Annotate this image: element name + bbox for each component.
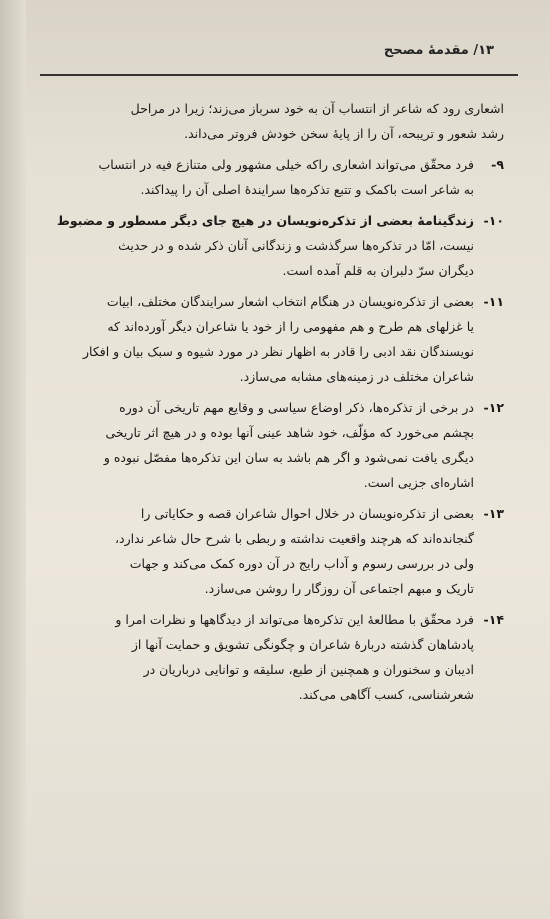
item-number: ۱۰- [483,213,504,228]
text-line: نیست، امّا در تذکره‌ها سرگذشت و زندگانی آنان ذکر شده و در حدیث [118,238,474,253]
item-number: ۱۳- [483,506,504,521]
list-item-14 [40,607,504,707]
text-line: فرد محقّق می‌تواند اشعاری راکه خیلی مشهور ولی متنازع فیه در انتساب [98,157,474,172]
page-body [40,96,504,713]
paragraph-continued [40,96,504,146]
list-item-11 [40,289,504,389]
text-line: فرد محقّق با مطالعهٔ این تذکره‌ها می‌تواند از دیدگاهها و نظرات امرا و [115,612,474,627]
item-number: ۱۲- [483,400,504,415]
text-line: گنجانده‌اند که هرچند واقعیت نداشته و ربطی با شرح حال شاعر ندارد، [115,531,474,546]
item-number: ۱۱- [483,294,504,309]
text-line: ولی در بررسی رسوم و آداب رایج در آن دوره کمک می‌کند و جهات [129,556,474,571]
list-item-12 [40,395,504,495]
running-head: ۱۳/ مقدمهٔ مصحح [383,43,494,58]
item-number: ۱۴- [483,612,504,627]
text-line: پادشاهان گذشته دربارهٔ شاعران و چگونگی تشویق و حمایت آنها از [131,637,474,652]
text-line: اشعاری رود که شاعر از انتساب آن به خود سرباز می‌زند؛ زیرا در مراحل [130,101,504,116]
text-line: به شاعر است باکمک و تتبع تذکره‌ها سرایندهٔ اصلی آن را پیداکند. [140,182,474,197]
text-line: دیگران سرّ دلبران به قلم آمده است. [282,263,474,278]
text-line: در برخی از تذکره‌ها، ذکر اوضاع سیاسی و وقایع مهم تاریخی آن دوره [119,400,474,415]
text-line: رشد شعور و تریبحه، آن را از پایهٔ سخن خودش فروتر می‌داند. [184,126,504,141]
text-line: یا غزلهای هم طرح و هم مفهومی را از خود یا شاعران دیگر آورده‌اند که [107,319,474,334]
list-item-10 [40,208,504,283]
text-line: ادیبان و سخنوران و همچنین از طبع، سلیقه و توانایی درباریان در [143,662,474,677]
list-item-13 [40,501,504,601]
text-line: زندگینامهٔ بعضی از تذکره‌نویسان در هیچ جای دیگر مسطور و مضبوط [56,213,474,228]
list-item-9 [40,152,504,202]
text-line: شعرشناسی، کسب آگاهی می‌کند. [298,687,474,702]
text-line: نویسندگان نقد ادبی را قادر به اظهار نظر در مورد شیوه و سبک بیان و افکار [82,344,474,359]
item-number: ۹- [491,157,504,172]
text-line: شاعران مختلف در زمینه‌های مشابه می‌سازد. [239,369,474,384]
text-line: دیگری یافت نمی‌شود و اگر هم باشد به سان این تذکره‌ها مفصّل نبوده و [103,450,474,465]
header-rule [40,74,518,76]
text-line: تاریک و مبهم اجتماعی آن روزگار را روشن می‌سازد. [204,581,474,596]
text-line: بعضی از تذکره‌نویسان در خلال احوال شاعران قصه و حکایاتی را [140,506,474,521]
text-line: اشاره‌ای جزیی است. [363,475,474,490]
text-line: بچشم می‌خورد که مؤلّف، خود شاهد عینی آنها بوده و در هیچ اثر تاریخی [105,425,474,440]
text-line: بعضی از تذکره‌نویسان در هنگام انتخاب اشعار سرایندگان مختلف، ابیات [106,294,474,309]
